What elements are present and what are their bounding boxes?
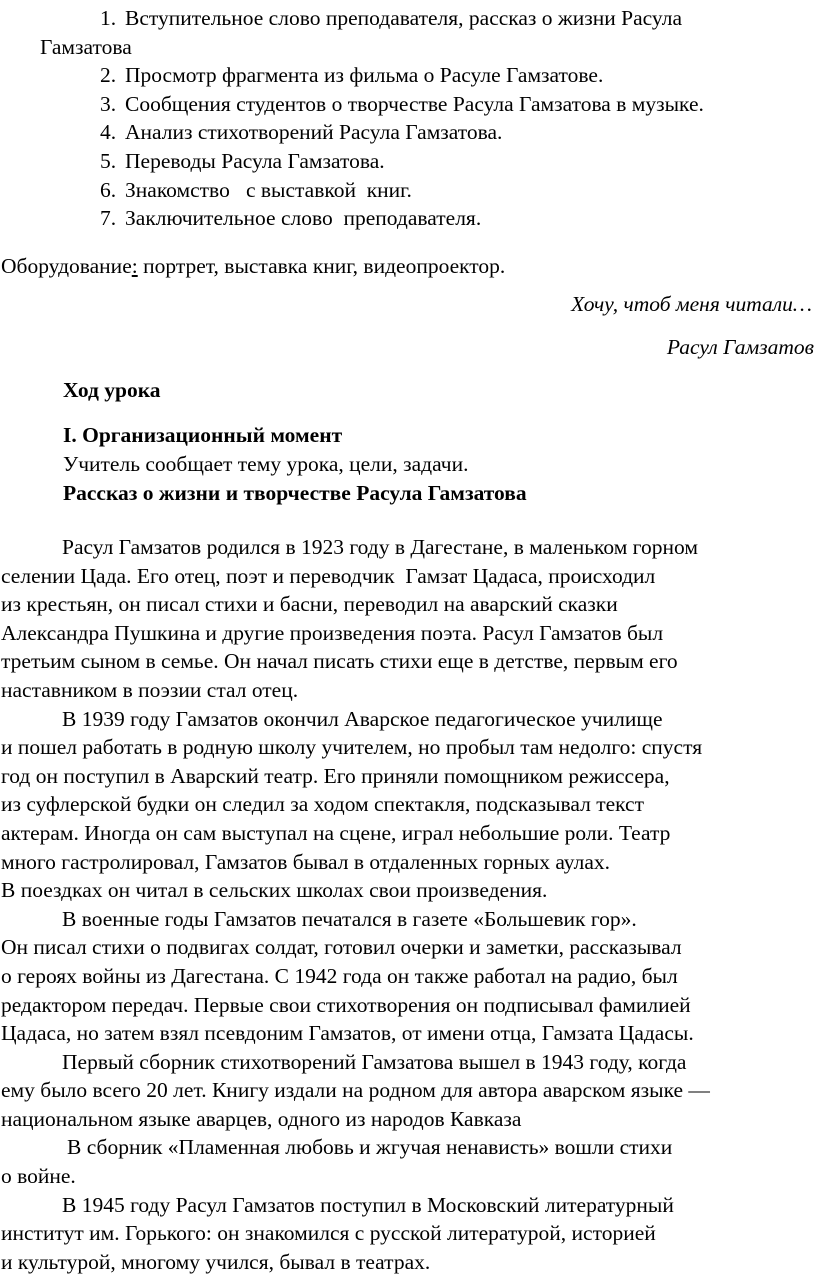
text-line: из суфлерской будки он следил за ходом спектакля, подсказывал текст xyxy=(1,792,644,817)
text-line: селении Цада. Его отец, поэт и переводчик Гамзат Цадаса, происходил xyxy=(1,563,656,588)
section-heading-story: Рассказ о жизни и творчестве Расула Гамзатова xyxy=(63,481,527,505)
equipment-colon: : xyxy=(131,254,138,278)
paragraph xyxy=(1,905,816,1048)
section-heading-org: I. Организационный момент xyxy=(63,423,343,447)
text-line: актерам. Иногда он сам выступал на сцене, играл небольшие роли. Театр xyxy=(1,820,671,845)
text-line: Первый сборник стихотворений Гамзатова вышел в 1943 году, когда xyxy=(62,1049,687,1074)
text-line: институт им. Горького: он знакомился с русской литературой, историей xyxy=(1,1221,656,1246)
list-item-continuation: Гамзатова xyxy=(40,34,132,59)
list-item xyxy=(0,118,816,147)
list-item-text: Просмотр фрагмента из фильма о Расуле Гамзатове. xyxy=(125,63,604,88)
text-line: В сборник «Пламенная любовь и жгучая ненависть» вошли стихи xyxy=(67,1135,673,1160)
lesson-plan-list xyxy=(0,4,816,233)
text-line: Он писал стихи о подвигах солдат, готовил очерки и заметки, рассказывал xyxy=(1,935,682,960)
text-line: В военные годы Гамзатов печатался в газете «Большевик гор». xyxy=(62,906,637,931)
list-item-text: Знакомство с выставкой книг. xyxy=(125,177,412,202)
teacher-note: Учитель сообщает тему урока, цели, задачи. xyxy=(63,452,469,476)
list-number: 3. xyxy=(100,91,117,116)
list-item-text: Вступительное слово преподавателя, рассказ о жизни Расула xyxy=(125,6,683,30)
list-number: 5. xyxy=(100,148,117,173)
list-item-text: Переводы Расула Гамзатова. xyxy=(125,148,385,173)
list-number: 1. xyxy=(100,6,117,30)
list-number: 6. xyxy=(100,177,117,202)
text-line: Александра Пушкина и другие произведения поэта. Расул Гамзатов был xyxy=(1,620,664,645)
lesson-heading: Ход урока xyxy=(63,378,161,402)
text-line: третьим сыном в семье. Он начал писать стихи еще в детстве, первым его xyxy=(1,649,678,674)
text-line: из крестьян, он писал стихи и басни, переводил на аварский сказки xyxy=(1,592,618,617)
body-text xyxy=(1,533,816,1276)
list-item-text: Сообщения студентов о творчестве Расула Гамзатова в музыке. xyxy=(125,91,704,116)
list-item xyxy=(0,147,816,176)
text-line: Расул Гамзатов родился в 1923 году в Дагестане, в маленьком горном xyxy=(62,535,698,559)
text-line: В 1939 году Гамзатов окончил Аварское педагогическое училище xyxy=(62,706,663,731)
list-item xyxy=(0,204,816,233)
equipment-text: портрет, выставка книг, видеопроектор. xyxy=(137,254,506,278)
text-line: о героях войны из Дагестана. С 1942 года он также работал на радио, был xyxy=(1,963,678,988)
list-item xyxy=(0,4,816,61)
paragraph xyxy=(1,1133,816,1190)
list-number: 4. xyxy=(100,120,117,145)
text-line: о войне. xyxy=(1,1164,76,1189)
text-line: наставником в поэзии стал отец. xyxy=(1,677,299,702)
text-line: и культурой, многому учился, бывал в театрах. xyxy=(1,1249,431,1274)
paragraph xyxy=(1,705,816,905)
text-line: национальном языке аварцев, одного из народов Кавказа xyxy=(1,1106,522,1131)
list-item xyxy=(0,176,816,205)
text-line: В поездках он читал в сельских школах свои произведения. xyxy=(1,878,548,903)
list-item xyxy=(0,61,816,90)
paragraph xyxy=(1,1048,816,1134)
epigraph-quote: Хочу, чтоб меня читали… xyxy=(571,292,812,316)
text-line: ему было всего 20 лет. Книгу издали на родном для автора аварском языке — xyxy=(1,1078,710,1103)
text-line: год он поступил в Аварский театр. Его приняли помощником режиссера, xyxy=(1,763,670,788)
text-line: и пошел работать в родную школу учителем, но пробыл там недолго: спустя xyxy=(1,735,703,760)
text-line: редактором передач. Первые свои стихотворения он подписывал фамилией xyxy=(1,992,691,1017)
list-number: 7. xyxy=(100,206,117,231)
paragraph xyxy=(1,533,816,705)
epigraph-author: Расул Гамзатов xyxy=(666,335,814,359)
equipment-line xyxy=(1,252,505,281)
list-item-text: Заключительное слово преподавателя. xyxy=(125,206,482,231)
list-item xyxy=(0,90,816,119)
list-item-text: Анализ стихотворений Расула Гамзатова. xyxy=(125,120,503,145)
text-line: В 1945 году Расул Гамзатов поступил в Московский литературный xyxy=(62,1192,674,1217)
text-line: много гастролировал, Гамзатов бывал в отдаленных горных аулах. xyxy=(1,849,611,874)
equipment-label: Оборудование xyxy=(1,254,132,278)
paragraph xyxy=(1,1191,816,1276)
list-number: 2. xyxy=(100,63,117,88)
text-line: Цадаса, но затем взял псевдоним Гамзатов, от имени отца, Гамзата Цадасы. xyxy=(1,1021,694,1046)
